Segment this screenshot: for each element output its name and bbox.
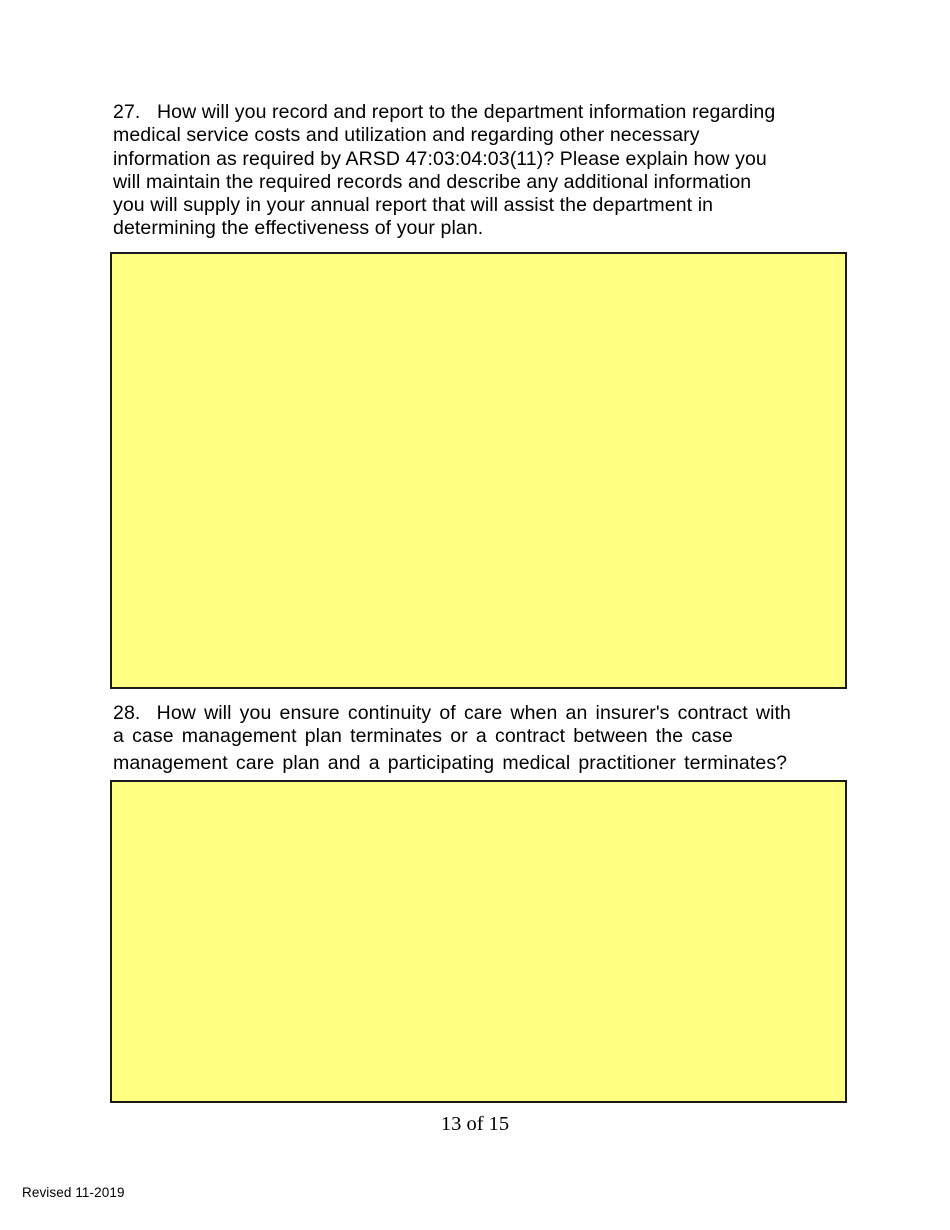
question-28-answer-field[interactable] — [110, 780, 847, 1103]
question-28-line: a case management plan terminates or a contract between the case — [113, 725, 733, 748]
page-number: 13 of 15 — [440, 1113, 510, 1135]
question-27-line: 27. How will you record and report to the department information regarding — [113, 101, 776, 123]
question-27-line: medical service costs and utilization and regarding other necessary — [113, 124, 700, 147]
question-27-line: determining the effectiveness of your plan. — [113, 217, 484, 240]
question-27-line: you will supply in your annual report that will assist the department in — [113, 194, 714, 217]
question-27-text — [113, 101, 849, 241]
question-27-answer-field[interactable] — [110, 252, 847, 689]
question-27-line: will maintain the required records and describe any additional information — [113, 170, 752, 193]
question-28-text — [113, 702, 849, 775]
question-28-line: 28. How will you ensure continuity of care when an insurer's contract with — [113, 702, 791, 724]
revision-note: Revised 11-2019 — [22, 1185, 125, 1200]
question-28-line: management care plan and a participating medical practitioner terminates? — [113, 751, 788, 774]
question-27-line: information as required by ARSD 47:03:04:03(11)? Please explain how you — [113, 147, 767, 170]
